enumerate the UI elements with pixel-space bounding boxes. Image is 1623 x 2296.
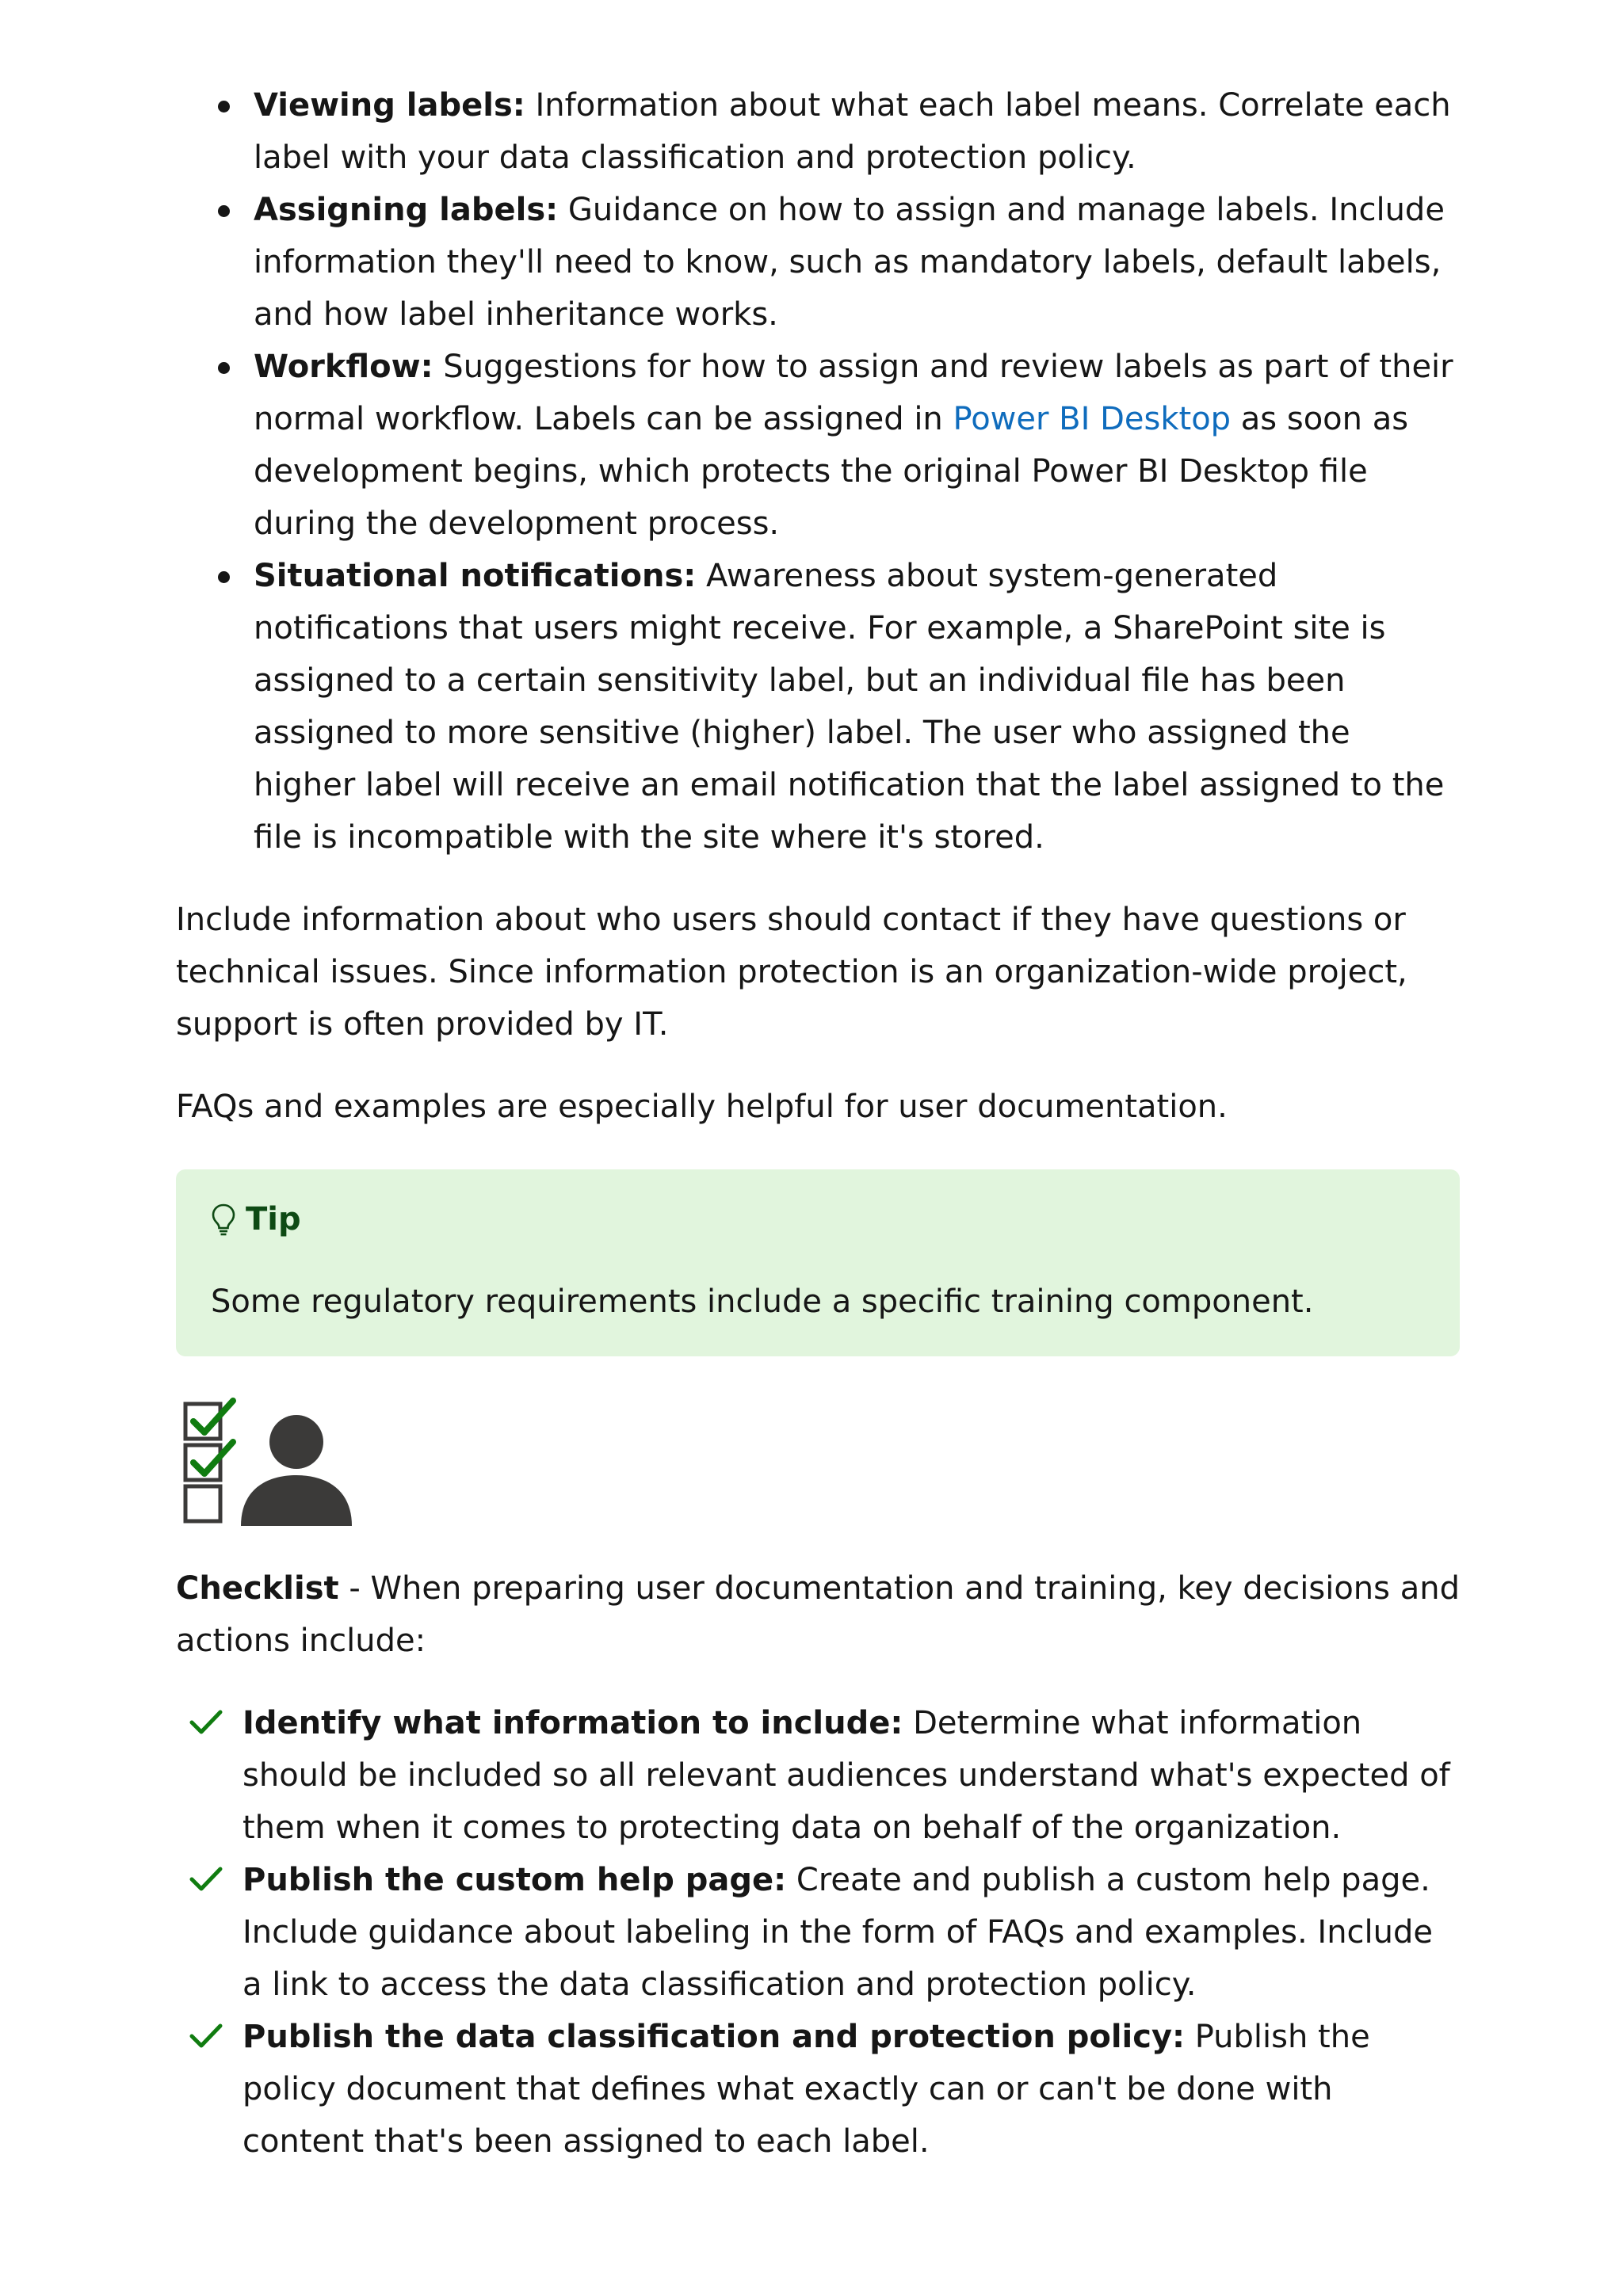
checklist-item [242,2011,1460,2168]
item-text: Awareness about system-generated notifications that users might receive. For example, a SharePoint site is assigned to a certain sensitivity label, but an individual file has been assigned to more sensitive (higher) label. The user who assigned the higher label will receive an email notification that the label assigned to the file is incompatible with the site where it's stored. [254,558,1445,856]
list-item [254,184,1460,341]
item-title: Workflow: [254,349,433,385]
checkmark-icon [189,1708,223,1737]
list-item [254,79,1460,184]
item-title: Publish the data classification and protection policy: [242,2019,1186,2055]
checklist-label: Checklist [176,1570,339,1607]
user-doc-topics-list [176,79,1460,864]
item-title: Publish the custom help page: [242,1862,787,1898]
list-item [254,341,1460,550]
tip-body: Some regulatory requirements include a specific training component. [211,1283,1314,1320]
contact-paragraph: Include information about who users should contact if they have questions or technical issues. Since information protection is an organization-wide project, support is often provided by IT. [176,902,1407,1043]
checkmark-icon [189,1865,223,1894]
item-text: Information about what each label means. Correlate each label with your data classification and protection policy. [254,87,1451,176]
item-title: Identify what information to include: [242,1705,903,1741]
checklist-item [242,1697,1460,1854]
item-title: Viewing labels: [254,87,525,124]
tip-heading [211,1193,1425,1245]
list-item [254,550,1460,864]
checklist-intro [176,1562,1460,1667]
checklist-person-icon [176,1390,366,1532]
tip-callout [176,1169,1460,1356]
faq-paragraph: FAQs and examples are especially helpful for user documentation. [176,1089,1228,1125]
tip-label: Tip [246,1201,301,1238]
lightbulb-icon [211,1203,236,1236]
item-text: Guidance on how to assign and manage labels. Include information they'll need to know, such as mandatory labels, default labels, and how label inheritance works. [254,192,1445,333]
checklist-person-icon [176,1390,1460,1532]
item-title: Assigning labels: [254,192,559,228]
item-text: Create and publish a custom help page. Include guidance about labeling in the form of FAQs and examples. Include a link to access the data classification and protection policy. [242,1862,1434,2003]
article-content [176,79,1460,2168]
power-bi-desktop-link[interactable]: Power BI Desktop [953,401,1232,437]
item-text: as soon as development begins, which protects the original Power BI Desktop file during the development process. [254,401,1409,542]
checklist-items [176,1697,1460,2168]
item-title: Situational notifications: [254,558,697,594]
item-text: Suggestions for how to assign and review labels as part of their normal workflow. Labels can be assigned in [254,349,1453,437]
item-text: Publish the policy document that defines what exactly can or can't be done with content that's been assigned to each label. [242,2019,1370,2160]
checkmark-icon [189,2022,223,2050]
item-text: Determine what information should be included so all relevant audiences understand what's expected of them when it comes to protecting data on behalf of the organization. [242,1705,1450,1846]
checklist-lead-text: - When preparing user documentation and training, key decisions and actions include: [176,1570,1460,1659]
checklist-item [242,1854,1460,2011]
